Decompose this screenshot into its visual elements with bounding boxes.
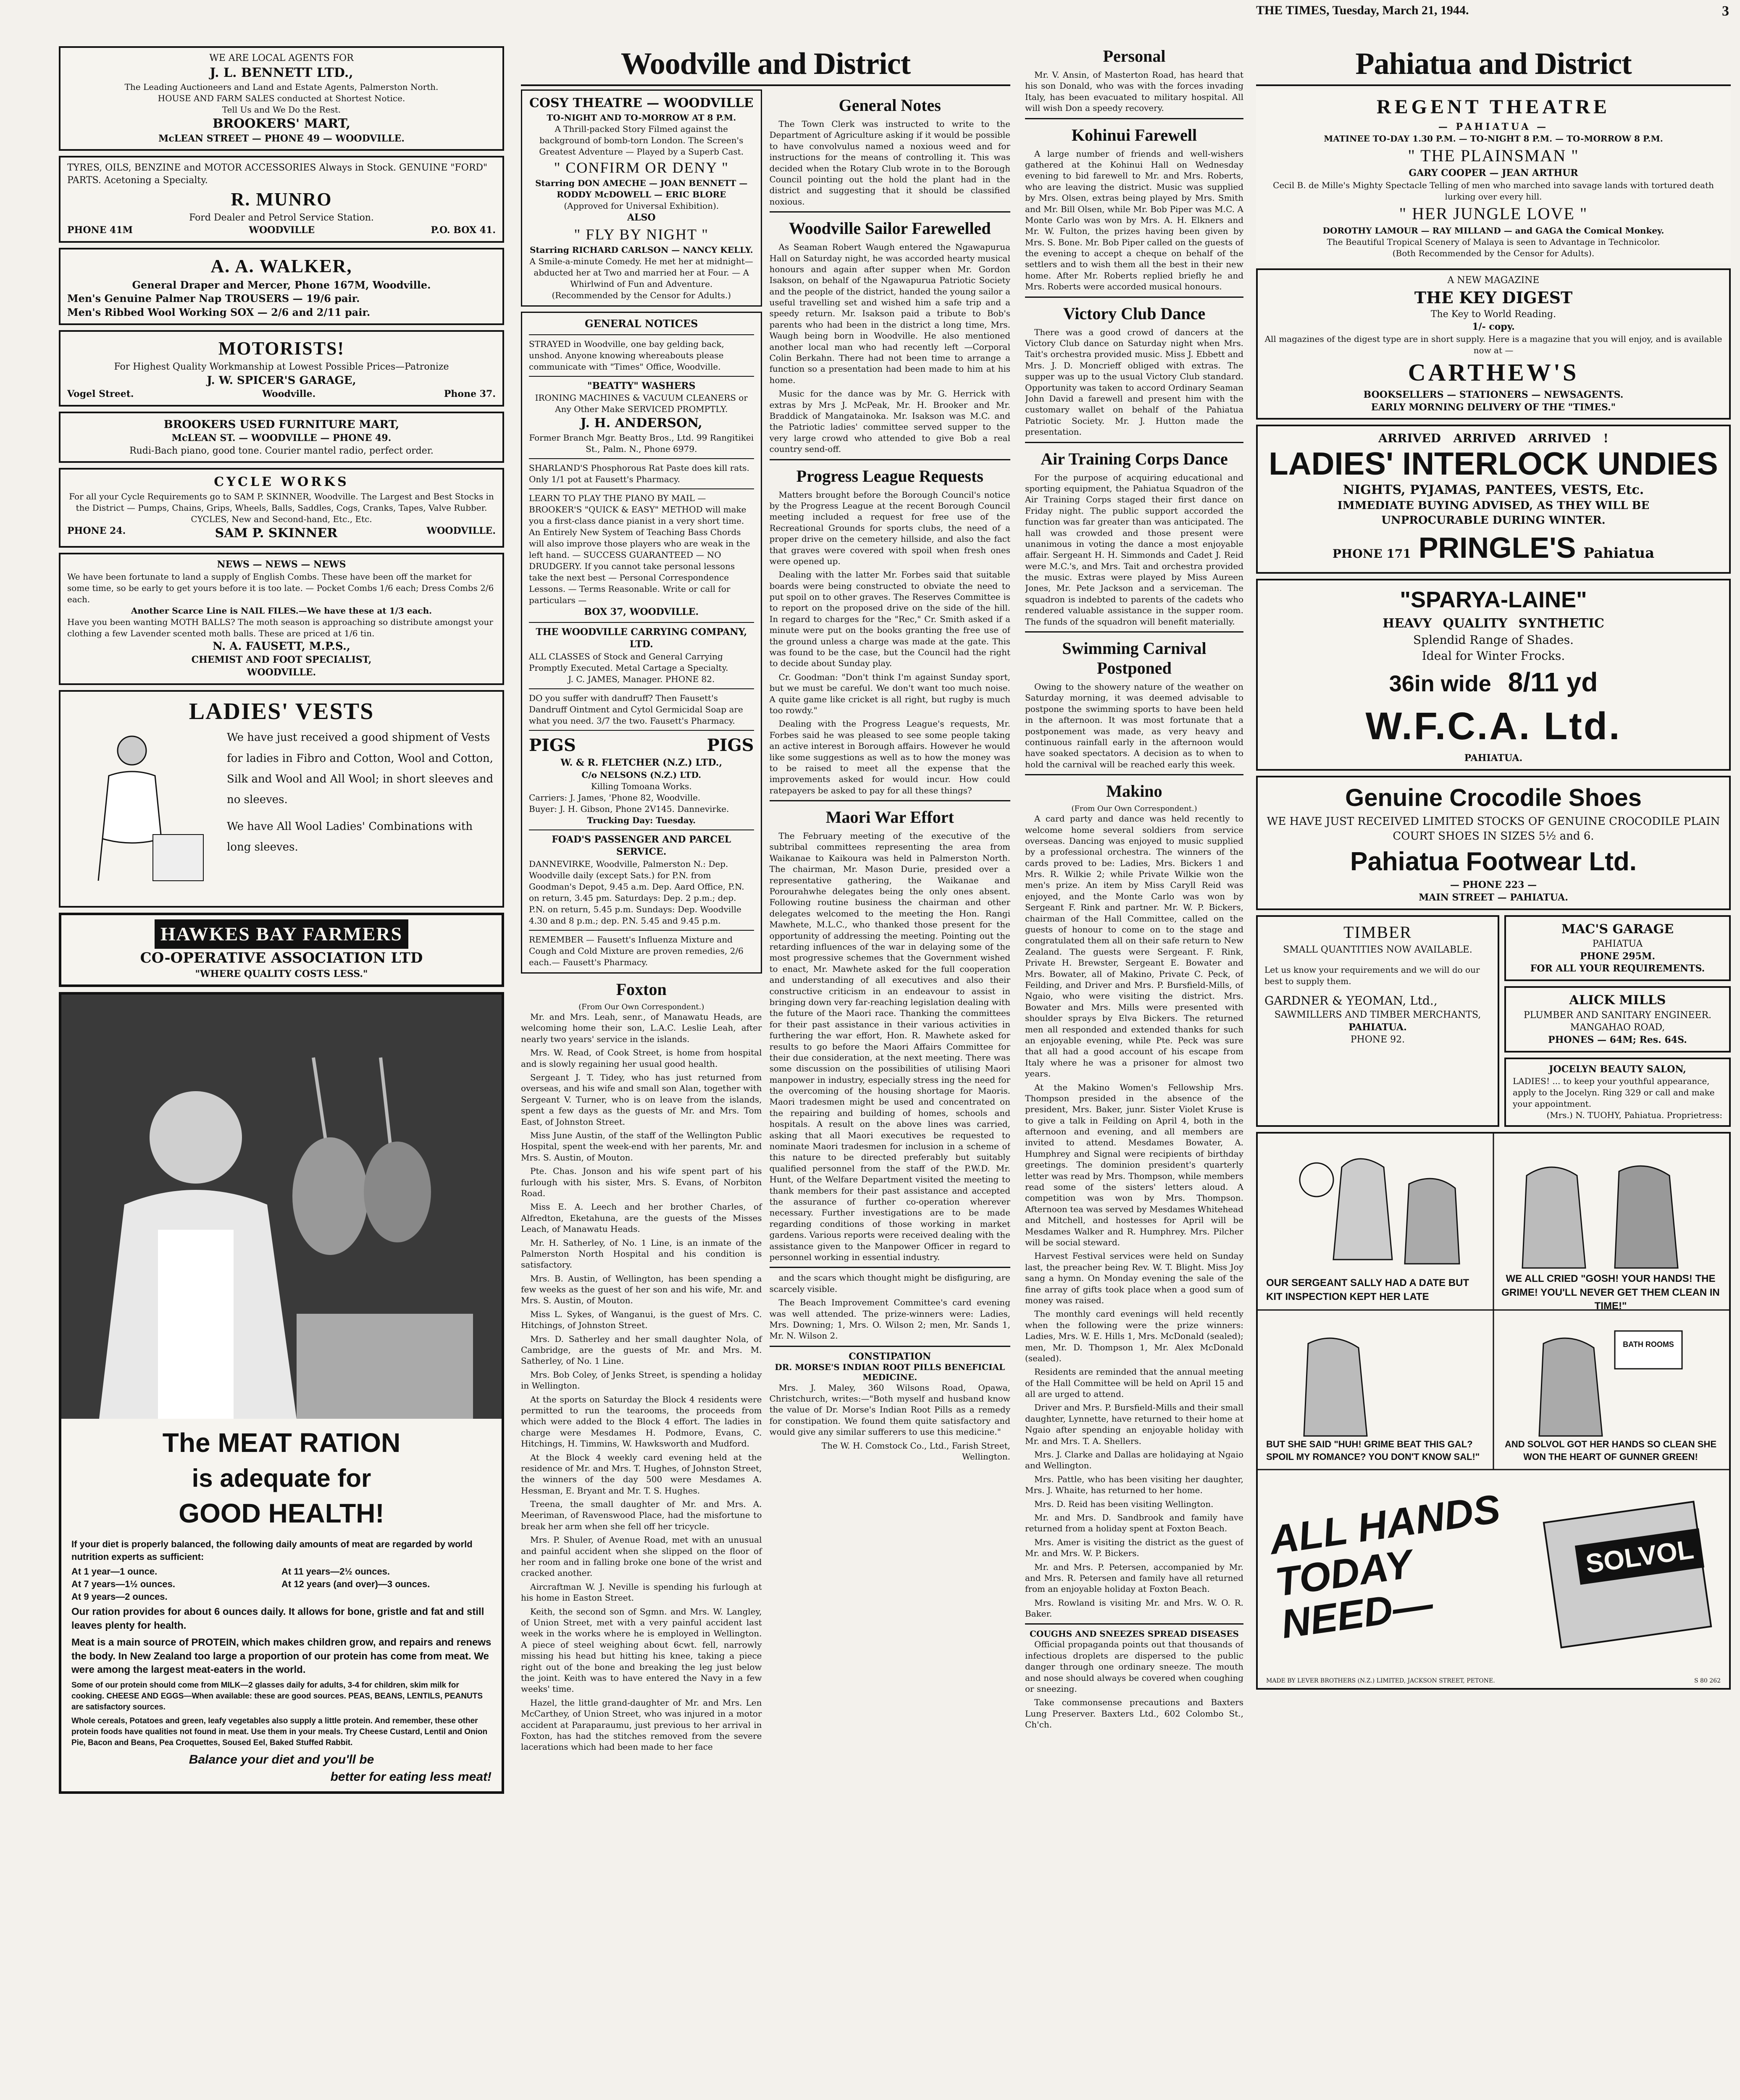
paragraph: Owing to the showery nature of the weather on Saturday morning, it was deemed advisable to postpone the swimming sports to have been held in the afternoon. It was most fortunate that a postponement was made, as very heavy and continuous rainfall early in the afternoon would have soaked spectators. A decision as to when to hold the carnival will be reached early this week.	[1025, 682, 1243, 769]
ad-meat-ration	[59, 992, 504, 1794]
ad-name: SAM P. SKINNER	[215, 525, 338, 541]
notice-item: DANNEVIRKE, Woodville, Palmerston N.: Dep. Woodville daily (except Sats.) for P.N. from Goodman's Depot, 9.45 a.m. Dep. Aard Office, P.N. on return, 3.45 pm. Saturdays: Dep. 2 p.m.; dep. P.N. on return, 5.45 p.m. Sundays: Dep. Woodville 4.30 and 8 p.m.; dep. P.N. 5.45 and 9.45 p.m.	[529, 859, 744, 926]
ad-name: BROOKERS' MART,	[212, 116, 351, 131]
ad-text: Tell Us and We Do the Rest.	[222, 105, 341, 115]
paragraph: Hazel, the little grand-daughter of Mr. and Mrs. Len McCarthey, of Union Street, who was injured in a motor accident at Paraparaumu, just previous to her arrival in Foxton, has had the stitches removed from the severe lacerations which had been made to her face	[521, 1697, 762, 1752]
paragraph: and the scars which thought might be disfiguring, are scarcely visible.	[769, 1273, 1010, 1294]
notice-item: Buyer: J. H. Gibson, Phone 2V145. Dannevirke.	[529, 803, 729, 814]
article-title: General Notes	[838, 96, 941, 115]
ad-munro	[59, 156, 504, 242]
ad-phone: PHONE 171	[1332, 547, 1411, 561]
ad-text: Starring RICHARD CARLSON — NANCY KELLY.	[529, 245, 753, 255]
paragraph: Mr. H. Satherley, of No. 1 Line, is an inmate of the Palmerston North Hospital and his condition is satisfactory.	[521, 1237, 762, 1270]
ad-address: McLEAN ST. — WOODVILLE — PHONE 49.	[171, 433, 392, 444]
comic-sign: BATH ROOMS	[1623, 1340, 1674, 1349]
right-small-ads	[1504, 915, 1731, 1132]
paragraph: The W. H. Comstock Co., Ltd., Farish Street, Wellington.	[821, 1440, 1010, 1462]
paragraph: At the Makino Women's Fellowship Mrs. Thompson presided in the absence of the president, Mrs. Baker, junr. Sister Violet Kruse is to give a talk in Feilding on April 4, both in the afternoon and evening, and all members are invited to attend. Mesdames Bowater, A. Humphrey and Signal were recipients of birthday greetings. The dominion president's quarterly letter was read by Mrs. Thompson, while members read some of the sisters' letters aloud. A competition was won by Mrs. Thompson. Afternoon tea was served by Mesdames Whitehead and Mitchell, and hostesses for April will be Mesdames Walker and R. Humphrey. Mrs. Pilcher will be social steward.	[1025, 1082, 1243, 1247]
ad-text: EARLY MORNING DELIVERY OF THE "TIMES."	[1371, 402, 1616, 413]
paragraph: Mrs. Rowland is visiting Mr. and Mrs. W. O. R. Baker.	[1025, 1597, 1243, 1619]
ad-text: We have All Wool Ladies' Combinations with long sleeves.	[227, 820, 473, 854]
ad-phone: PHONE 41M	[67, 224, 133, 236]
ad-phone: — PHONE 223 —	[1450, 879, 1537, 891]
ad-text: (Mrs.) N. TUOHY, Pahiatua. Proprietress:	[1546, 1110, 1722, 1121]
ad-name: MOTORISTS!	[218, 338, 345, 359]
paragraph: Mrs. J. Clarke and Dallas are holidaying at Ngaio and Wellington.	[1025, 1449, 1243, 1471]
ad-name: N. A. FAUSETT, M.P.S.,	[213, 640, 350, 653]
article-sailor	[770, 242, 1011, 454]
paragraph: The Beach Improvement Committee's card evening was well attended. The prize-winners were: Ladies, Mrs. Downing; 1, Mrs. O. Wilson 2; men, Mr. Sands 1, Mr. N. Wilson 2.	[769, 1297, 1010, 1341]
ad-town: WOODVILLE.	[247, 667, 316, 678]
paragraph: As Seaman Robert Waugh entered the Ngawapurua Hall on Saturday night, he was accorded hearty musical honours and again after supper when Mr. Gordon Isakson, on behalf of the Ngawapurua Patriotic Society and the people of the district, handed the young sailor a useful travelling set and wished him a safe trip and a speedy return. Mr. Isakson paid a tribute to Bob's parents who had been in the district a long time, Mrs. Waugh being born in Woodville. He also mentioned another local man who had recently left —Corporal Colin Berkahn. There had not been time to arrange a function so a presentation had been made to him at his home.	[769, 242, 1010, 385]
article-title: Progress League Requests	[796, 466, 983, 486]
ad-text: The Key to World Reading.	[1430, 309, 1556, 320]
ad-text: Meat is a main source of PROTEIN, which makes children grow, and repairs and renews the body. In New Zealand too large a proportion of our protein has come from meat. We were among the largest meat-eaters in the world.	[71, 1637, 492, 1676]
notice-item: Trucking Day: Tuesday.	[587, 815, 696, 825]
ad-bennett	[59, 46, 504, 151]
ration-row: At 11 years—2½ ounces.	[281, 1566, 390, 1577]
ad-text: The Leading Auctioneers and Land and Estate Agents, Palmerston North.	[124, 82, 439, 92]
ad-headline: is adequate for	[192, 1464, 371, 1492]
ad-name: JOCELYN BEAUTY SALON,	[1549, 1063, 1686, 1075]
ad-text: DOROTHY LAMOUR — RAY MILLAND — and GAGA the Comical Monkey.	[1322, 226, 1664, 236]
notice-item: REMEMBER — Fausett's Influenza Mixture and Cough and Cold Mixture are proven remedies, 2/6 each.— Fausett's Pharmacy.	[529, 934, 744, 968]
ad-headline: "SPARYA-LAINE"	[1400, 587, 1587, 612]
ad-text: MATINEE TO-DAY 1.30 P.M. — TO-NIGHT 8 P.M. — TO-MORROW 8 P.M.	[1324, 134, 1663, 144]
ad-text: UNPROCURABLE DURING WINTER.	[1381, 514, 1606, 527]
ad-name: MAC'S GARAGE	[1561, 921, 1674, 937]
ad-text: WE HAVE JUST RECEIVED LIMITED STOCKS OF GENUINE CROCODILE PLAIN COURT SHOES IN SIZES 5½ and 6.	[1267, 815, 1720, 843]
paragraph: Dealing with the Progress League's requests, Mr. Forbes said he was pleased to see some people taking an active interest in Borough affairs. However he would like some suggestions as well as to how the money was to be raised to meet all the expense that the improvements asked for would incur. How could ratepayers be asked to pay for all these things?	[769, 719, 1010, 795]
ad-text: Starring DON AMECHE — JOAN BENNETT — RODDY McDOWELL — ERIC BLORE	[535, 178, 748, 200]
paragraph: Mr. and Mrs. Leah, senr., of Manawatu Heads, are welcoming home their son, L.A.C. Leslie Leah, after nearly two years' service in the islands.	[521, 1012, 762, 1044]
article-foxton	[521, 1011, 762, 1753]
paragraph: Mr. V. Ansin, of Masterton Road, has heard that his son Donald, who was with the forces invading Italy, has been evacuated to military hospital. All will wish Don a speedy recovery.	[1025, 70, 1243, 113]
ration-row: At 9 years—2 ounces.	[71, 1591, 168, 1602]
notice-item: Former Branch Mgr. Beatty Bros., Ltd. 99 Rangitikei St., Palm. N., Phone 6979.	[529, 432, 754, 454]
ad-address: MANGAHAO ROAD,	[1570, 1022, 1665, 1033]
ad-name: J. W. SPICER'S GARAGE,	[207, 374, 356, 387]
film-title: " CONFIRM OR DENY "	[554, 159, 729, 176]
article-byline: (From Our Own Correspondent.)	[578, 1003, 704, 1012]
notice-item: STRAYED in Woodville, one bay gelding back, unshod. Anyone knowing whereabouts please communicate with "Times" Office, Woodville.	[529, 339, 724, 372]
ad-text: For Highest Quality Workmanship at Lowest Possible Prices—Patronize	[114, 362, 449, 373]
ad-name: THE KEY DIGEST	[1414, 288, 1573, 307]
ad-headline: GOOD HEALTH!	[179, 1498, 384, 1528]
paragraph: Take commonsense precautions and Baxters Lung Preserver. Baxters Ltd., 602 Colombo St., Ch'ch.	[1025, 1697, 1243, 1730]
ad-price: 8/11 yd	[1508, 667, 1598, 697]
ad-name: BROOKERS USED FURNITURE MART,	[163, 418, 400, 431]
ad-text: Men's Ribbed Wool Working SOX — 2/6 and 2/11 pair.	[67, 306, 371, 318]
woodville-right	[770, 89, 1011, 1755]
paragraph: At the Block 4 weekly card evening held at the residence of Mr. and Mrs. T. Hughes, of Johnston Street, the winners of the day 500 were Mesdames A. Hessman, E. Bryant and Mr. T. S. Hughes.	[521, 1452, 762, 1496]
paragraph: For the purpose of acquiring educational and sporting equipment, the Pahiatua Squadron of the Air Training Corps staged their first dance on Friday night. The public support accorded the function was far greater than was anticipated. The hall was crowded and those present were unanimous in voting the dance a most enjoyable affair. Sergeant H. H. Simmonds and Cadet J. Reid were M.C.'s, and Mrs. Tait and orchestra provided the music. Extras were played by Miss Aureen Jones, Mr. Pete Jackson and a serviceman. The squadron is indebted to parents of the cadets who rendered valuable assistance in the supper room. The funds of the squadron will benefit materially.	[1025, 472, 1243, 627]
ad-headline: Genuine Crocodile Shoes	[1345, 784, 1642, 812]
ad-cosy-theatre	[521, 89, 762, 307]
paragraph: Mrs. W. Read, of Cook Street, is home from hospital and is slowly regaining her usual good health.	[521, 1047, 762, 1069]
ad-timber	[1256, 915, 1499, 1127]
article-title: Foxton	[616, 980, 667, 999]
ad-text: BOOKSELLERS — STATIONERS — NEWSAGENTS.	[1363, 389, 1624, 400]
ad-text: IMMEDIATE BUYING ADVISED, AS THEY WILL BE	[1337, 499, 1650, 512]
paragraph: The monthly card evenings will held recently when the following were the prize winners: Ladies, Mrs. W. E. Hills 1, Mrs. McDonald (sealed); men, Mr. D. Thompson 1, Mr. Alex McDonald (sealed).	[1025, 1309, 1243, 1363]
ad-text: ARRIVED ARRIVED ARRIVED !	[1378, 431, 1609, 446]
paragraph: Miss E. A. Leech and her brother Charles, of Alfredton, Eketahuna, are the guests of the Misses Leach, of Manawatu Heads.	[521, 1202, 762, 1234]
ad-name: R. MUNRO	[231, 189, 332, 210]
paragraph: A card party and dance was held recently to welcome home several soldiers from service overseas. Dancing was enjoyed to music supplied by a professional orchestra. The winners of the cards proved to be: Ladies, Mrs. Bickers 1 and Mrs. R. Wilkie 2; while Private Wilkie won the men's prize. An item by Miss Caryll Reid was enjoyed, and the Monte Carlo was won by Sergeant F. Rink and partner. Mr. W. P. Bickers, chairman of the Hall Committee, called on the guests of honour to come on to the stage and congratulated them all on their safe return to New Zealand. The guests were Sergeant. F. Rink, Private H. Brewster, Sergeant E. Bowater and Mrs. Bowater, all of Makino, Private C. Peck, of Feilding, and Driver and Mrs. P. Bursfield-Mills, of Ngaio, who were visiting the district. Mrs. Bowater and Mrs. Mills were presented with shoulder sprays by Elva Bickers. The returned men all responded and extended thanks for such an enjoyable evening, while Pte. Peck was sure that all had a good account of his escape from Italy where he was a prisoner for almost two years.	[1025, 814, 1243, 1079]
ad-text: TYRES, OILS, BENZINE and MOTOR ACCESSORIES Always in Stock. GENUINE "FORD" PARTS. Acetoning a Specialty.	[67, 163, 488, 186]
page-number: 3	[1722, 3, 1729, 19]
ad-jocelyn	[1504, 1058, 1731, 1127]
ad-text: General Draper and Mercer, Phone 167M, Woodville.	[132, 278, 431, 291]
ad-text: Whole cereals, Potatoes and green, leafy vegetables also supply a little protein. And remember, these other protein foods have qualities not found in meat. Use them in your meals. Try Cheese Custard, Lentil and Onion Pie, Bacon and Beans, Pea Croquettes, Soused Eel, Baked Stuffed Rabbit.	[71, 1717, 488, 1747]
ad-name: A. A. WALKER,	[210, 255, 352, 276]
section-title-pahiatua: Pahiatua and District	[1256, 46, 1731, 86]
section-title-woodville: Woodville and District	[521, 46, 1010, 86]
ad-text: Rudi-Bach piano, good tone. Courier mantel radio, perfect order.	[129, 445, 434, 456]
ad-name: CONSTIPATION	[849, 1351, 931, 1362]
article-title: Maori War Effort	[825, 808, 954, 827]
ad-alick-mills	[1504, 986, 1731, 1053]
ad-name: Pahiatua Footwear Ltd.	[1350, 847, 1637, 876]
paragraph: Keith, the second son of Sgmn. and Mrs. W. Langley, of Union Street, met with a very painful accident last week in the works where he is employed in Wellington. A piece of steel weighing about 6cwt. fell, narrowly missing his head but hitting his knee, taking a piece right out of the bone and breaking the leg just below the joint. Keith was to have entered the Navy in a few weeks' time.	[521, 1606, 762, 1694]
notice-title: THE WOODVILLE CARRYING COMPANY, LTD.	[536, 626, 747, 650]
ad-cycle-works	[59, 468, 504, 548]
paragraph: Miss June Austin, of the staff of the Wellington Public Hospital, spent the week-end with her parents, Mr. and Mrs. S. Austin, of Mouton.	[521, 1130, 762, 1163]
paragraph: Harvest Festival services were held on Sunday last, the preacher being Rev. W. T. Blight. Miss Joy sang a hymn. On Monday evening the sale of the fine array of gifts took place when a good sum of money was raised.	[1025, 1251, 1243, 1305]
ad-carthews	[1256, 268, 1731, 420]
notice-item: IRONING MACHINES & VACUUM CLEANERS or Any Other Make SERVICED PROMPTLY.	[535, 393, 748, 415]
paragraph: Mrs. Amer is visiting the district as the guest of Mr. and Mrs. W. P. Bickers.	[1025, 1537, 1243, 1559]
ad-motorists	[59, 330, 504, 407]
ad-name: HAWKES BAY FARMERS	[155, 919, 408, 949]
general-notices	[521, 312, 762, 974]
article-makino	[1025, 813, 1243, 1619]
ad-solvol	[1256, 1132, 1731, 1690]
paragraph: Mrs. Bob Coley, of Jenks Street, is spending a holiday in Wellington.	[521, 1369, 762, 1391]
ad-text: We have just received a good shipment of Vests for ladies in Fibro and Cotton, Wool and Cotton, Silk and Wool and All Wool; in short sleeves and no sleeves.	[227, 731, 494, 806]
ad-crocodile-shoes	[1256, 776, 1731, 910]
paragraph: Music for the dance was by Mr. G. Herrick with extras by Mrs J. McPeak, Mr. H. Brooker and Mr. Braddick of Mangatainoka. Mr. Isakson was M.C. and the Patriotic ladies' committee served supper to the very large crowd who attended to give Bob a real country send-off.	[769, 388, 1010, 454]
notice-title: FOAD'S PASSENGER AND PARCEL SERVICE.	[552, 834, 731, 858]
small-ads-row	[1256, 915, 1731, 1132]
ad-text: (Approved for Universal Exhibition).	[564, 201, 719, 211]
pigs-heading: PIGS	[529, 735, 576, 756]
article-general-notes	[770, 118, 1011, 207]
paragraph: Mrs. D. Reid has been visiting Wellington.	[1034, 1499, 1214, 1509]
notice-item: DO you suffer with dandruff? Then Fausett's Dandruff Ointment and Cytol Germicidal Soap are what you need. 3/7 the two. Fausett's Pharmacy.	[529, 693, 743, 726]
ad-text: PLUMBER AND SANITARY ENGINEER.	[1524, 1010, 1711, 1021]
solvol-slogan: ALL HANDS TODAY NEED—	[1267, 1486, 1503, 1647]
notice-item: Carriers: J. James, 'Phone 82, Woodville.	[529, 792, 701, 803]
column-ads-left	[59, 46, 504, 2100]
ad-town: PAHIATUA	[1592, 939, 1643, 950]
paragraph: Mrs. J. Maley, 360 Wilsons Road, Opawa, Christchurch, writes:—"Both myself and husband know the value of Dr. Morse's Indian Root Pills as a remedy for constipation. We found them quite satisfactory and would give any similar sufferers to use this medicine."	[769, 1382, 1010, 1437]
ration-row: At 12 years (and over)—3 ounces.	[281, 1579, 430, 1590]
ad-slogan: Balance your diet and you'll be	[189, 1753, 374, 1767]
paragraph: Matters brought before the Borough Council's notice by the Progress League at the recent Borough Council meeting included a request for free use of the Recreational Grounds for sports clubs, the need of a proper drive on the cemetery hillside, and also the fact that graves were covered with spoil when fresh ones were opened up.	[769, 489, 1010, 566]
ad-name: GARDNER & YEOMAN, Ltd.,	[1264, 994, 1438, 1008]
paragraph: Residents are reminded that the annual meeting of the Hall Committee will be held on April 15 and all are urged to attend.	[1025, 1367, 1243, 1399]
ad-text: A NEW MAGAZINE	[1447, 275, 1540, 286]
ad-text: We have been fortunate to land a supply of English Combs. These have been off the market for some time, so be early to get yours before it is too late. — Pocket Combs 1/6 each; Dress Combs 2/6 each.	[67, 572, 494, 605]
ad-name: TIMBER	[1343, 922, 1412, 942]
paragraph: Mrs. P. Shuler, of Avenue Road, met with an unusual and painful accident when she slipped on the floor of her room and in falling broke one bone of the wrist and cracked another.	[521, 1535, 762, 1578]
butcher-icon	[61, 995, 502, 1419]
ad-ladies-vests	[59, 690, 504, 908]
paragraph: Driver and Mrs. P. Bursfield-Mills and their small daughter, Lynnette, have returned to their home at Ngaio after spending an enjoyable holiday with Mr. and Mrs. T. A. Shellers.	[1025, 1402, 1243, 1446]
comic-caption: WE ALL CRIED "GOSH! YOUR HANDS! THE GRIME! YOU'LL NEVER GET THEM CLEAN IN TIME!"	[1501, 1273, 1720, 1312]
paragraph: At the sports on Saturday the Block 4 residents were permitted to run the tearooms, the proceeds from which were added to the Block 4 effort. The ladies in charge were Mesdames H. Podmore, Evans, C. Hitchings, H. Timmins, W. Hawksworth and Mudford.	[521, 1394, 762, 1449]
column-pahiatua	[1256, 46, 1731, 2100]
ad-walker	[59, 248, 504, 326]
solvol-footer: MADE BY LEVER BROTHERS (N.Z.) LIMITED, JACKSON STREET, PETONE.	[1266, 1677, 1495, 1684]
ad-text: HEAVY QUALITY SYNTHETIC	[1383, 616, 1604, 631]
masthead	[1256, 3, 1735, 24]
article-title: Makino	[1106, 782, 1162, 801]
paragraph: Mr. and Mrs. D. Sandbrook and family have returned from a holiday spent at Foxton Beach.	[1025, 1512, 1243, 1534]
ad-brookers	[59, 412, 504, 463]
ad-town: PAHIATUA.	[1348, 1021, 1407, 1033]
butcher-illustration	[61, 995, 502, 1419]
ad-town: Woodville.	[262, 388, 316, 400]
article-title: Woodville Sailor Farewelled	[789, 219, 991, 238]
vest-model-illustration	[69, 730, 208, 889]
ad-text: The Beautiful Tropical Scenery of Malaya is seen to Advantage in Technicolor.	[1327, 237, 1660, 247]
paragraph: Mrs. B. Austin, of Wellington, has been spending a few weeks as the guest of her son and his wife, Mr. and Mrs. S. Austin, of Mouton.	[521, 1273, 762, 1306]
ad-text: If your diet is properly balanced, the following daily amounts of meat are regarded by world nutrition experts as sufficient:	[71, 1539, 473, 1562]
ad-text: Ford Dealer and Petrol Service Station.	[189, 213, 374, 223]
ad-box: P.O. BOX 41.	[431, 224, 496, 236]
notice-name: W. & R. FLETCHER (N.Z.) LTD.,	[560, 757, 723, 769]
ad-hawkes-bay-farmers	[59, 913, 504, 987]
ration-row: At 7 years—1½ ounces.	[71, 1579, 176, 1590]
notices-title: GENERAL NOTICES	[585, 318, 698, 330]
paragraph: The Town Clerk was instructed to write to the Department of Agriculture asking if it would be possible to have convolvulus named a noxious weed and for instructions for the means of controlling it. This was decided when the Rotary Club wrote in to the Borough Council pointing out the hold the plant had in the district and suggesting that it should be classified noxious.	[769, 119, 1010, 207]
ad-text: Have you been wanting MOTH BALLS? The moth season is approaching so distribute amongst your clothing a few Lavender scented moth balls. These are priced at 1/6 tin.	[67, 617, 493, 639]
notice-item: ALL CLASSES of Stock and General Carrying Promptly Executed. Metal Cartage a Specialty.	[529, 651, 728, 673]
ad-wfca	[1256, 579, 1731, 771]
ad-text: Our ration provides for about 6 ounces daily. It allows for bone, gristle and fat and still leaves plenty for health.	[71, 1606, 484, 1631]
ad-text: LADIES! ... to keep your youthful appearance, apply to the Jocelyn. Ring 329 or call and make your appointment.	[1513, 1076, 1715, 1109]
notice-item: LEARN TO PLAY THE PIANO BY MAIL — BROOKER'S "QUICK & EASY" METHOD will make you a first-class dance pianist in a very short time. An Entirely New System of Teaching Bass Chords will also improve those players who are weak in the left hand. — SUCCESS GUARANTEED — NO DRUDGERY. If you cannot take personal lessons take the next best — Personal Correspondence Lessons. — Terms Reasonable. Write or call for particulars —	[529, 493, 750, 605]
notice-item: Killing Tomoana Works.	[591, 781, 692, 791]
ad-text: SMALL QUANTITIES NOW AVAILABLE.	[1283, 944, 1472, 955]
ad-text: Some of our protein should come from MILK—2 glasses daily for adults, 3-4 for children, skim milk for cooking. CHEESE AND EGGS—When available: these are good sources. PEAS, BEANS, LENTILS, PEANUTS are satisfactory sources.	[71, 1681, 483, 1712]
notice-title: "BEATTY" WASHERS	[587, 380, 696, 391]
article-title: Swimming Carnival Postponed	[1062, 639, 1206, 678]
ad-text: CO-OPERATIVE ASSOCIATION LTD	[140, 949, 423, 966]
ad-text: (Recommended by the Censor for Adults.)	[552, 290, 731, 301]
ad-name: J. L. BENNETT LTD.,	[210, 65, 353, 80]
ad-text: FOR ALL YOUR REQUIREMENTS.	[1530, 963, 1705, 974]
pigs-heading: PIGS	[707, 735, 754, 756]
ad-text: DR. MORSE'S INDIAN ROOT PILLS BENEFICIAL MEDICINE.	[775, 1362, 1005, 1382]
ad-slogan: better for eating less meat!	[330, 1769, 492, 1784]
article-progress-league	[770, 489, 1011, 796]
paragraph: Official propaganda points out that thousands of infectious droplets are dispersed to the public danger through one ordinary sneeze. The mouth and nose should always be covered when coughing or sneezing.	[1025, 1639, 1243, 1694]
ad-town: WOODVILLE.	[426, 525, 496, 536]
notice-item: SHARLAND'S Phosphorous Rat Paste does kill rats. Only 1/1 pot at Fausett's Pharmacy.	[529, 462, 749, 484]
ad-text: WE ARE LOCAL AGENTS FOR	[209, 53, 354, 63]
column-news	[1025, 46, 1243, 2100]
ad-town: Pahiatua	[1583, 545, 1655, 562]
ad-town: WOODVILLE	[249, 224, 315, 236]
ad-name: CARTHEW'S	[1408, 358, 1579, 386]
ad-phone: PHONE 24.	[67, 525, 126, 536]
ad-text: CHEMIST AND FOOT SPECIALIST,	[191, 654, 372, 666]
paragraph: There was a good crowd of dancers at the Victory Club dance on Saturday night when Mrs. Tait's orchestra provided music. Miss J. Ebbett and Mrs. J. D. Moncrieff obliged with extras. The supper was up to the usual Victory Club standard. Opportunity was taken to accord Ordinary Seaman John David a farewell and present him with the customary wallet on behalf of the Pahiatua Patriotic Society. Mr. J. Hutton made the presentation.	[1025, 327, 1243, 437]
ad-macs-garage	[1504, 915, 1731, 982]
paragraph: Mrs. D. Satherley and her small daughter Nola, of Cambridge, are the guests of Mr. and Mrs. M. Satherley, of No. 1 Line.	[521, 1334, 762, 1366]
film-title: " HER JUNGLE LOVE "	[1399, 204, 1588, 223]
notice-item: C/o NELSONS (N.Z.) LTD.	[581, 769, 702, 780]
paragraph: Sergeant J. T. Tidey, who has just returned from overseas, and his wife and small son Alan, together with Sergeant V. Turner, who is on leave from the islands, spent a few days as the guests of Mr. and Mrs. Tom East, of Johnston Street.	[521, 1072, 762, 1127]
ad-headline: LADIES' INTERLOCK UNDIES	[1269, 446, 1718, 482]
paragraph: Miss L. Sykes, of Wanganui, is the guest of Mrs. C. Hitchings, of Johnston Street.	[521, 1309, 762, 1331]
ad-address: McLEAN STREET — PHONE 49 — WOODVILLE.	[158, 133, 405, 144]
article-title: Victory Club Dance	[1063, 304, 1206, 323]
ad-text: A Thrill-packed Story Filmed against the background of bomb-torn London. The Screen's Greatest Adventure — Played by a Superb Cast.	[539, 123, 744, 157]
paragraph: Treena, the small daughter of Mr. and Mrs. A. Meeriman, of Ravenswood Place, had the misfortune to break her arm when she fell off her tricycle.	[521, 1499, 762, 1531]
ad-text: A Smile-a-minute Comedy. He met her at midnight—abducted her at Two and married her at Four. — A Whirlwind of Fun and Adventure.	[529, 256, 753, 289]
ad-name: LADIES' VESTS	[189, 698, 374, 724]
article-title: Air Training Corps Dance	[1041, 449, 1228, 468]
article-maori-war-effort	[770, 830, 1011, 1341]
ad-text: ALSO	[627, 212, 656, 223]
ad-name: CYCLE WORKS	[214, 475, 349, 490]
notice-item: J. C. JAMES, Manager. PHONE 82.	[568, 674, 715, 685]
ad-headline: The MEAT RATION	[162, 1428, 401, 1458]
paragraph: Pte. Chas. Jonson and his wife spent part of his furlough with his sister, Mrs. S. Evans, of Norbiton Road.	[521, 1166, 762, 1198]
ad-text: TO-NIGHT AND TO-MORROW AT 8 P.M.	[547, 112, 736, 123]
ad-name: REGENT THEATRE	[1376, 96, 1611, 118]
ad-text: NIGHTS, PYJAMAS, PANTEES, VESTS, Etc.	[1343, 482, 1644, 497]
ad-name: NEWS — NEWS — NEWS	[217, 559, 346, 570]
paragraph: Aircraftman W. J. Neville is spending his furlough at his home in Easton Street.	[521, 1581, 762, 1603]
comic-caption: AND SOLVOL GOT HER HANDS SO CLEAN SHE WON THE HEART OF GUNNER GREEN!	[1504, 1439, 1716, 1462]
paragraph: Mrs. Pattle, who has been visiting her daughter, Mrs. J. Whaite, has returned to her home.	[1025, 1474, 1243, 1496]
ad-text: Ideal for Winter Frocks.	[1422, 648, 1565, 663]
ad-text: Another Scarce Line is NAIL FILES.—We have these at 1/3 each.	[131, 606, 432, 616]
ad-slogan: "WHERE QUALITY COSTS LESS."	[195, 968, 368, 979]
ad-text: GARY COOPER — JEAN ARTHUR	[1409, 168, 1578, 179]
film-title: " THE PLAINSMAN "	[1408, 146, 1579, 165]
ad-town: — PAHIATUA —	[1438, 121, 1549, 132]
notice-name: J. H. ANDERSON,	[580, 416, 702, 431]
column-woodville	[521, 46, 1010, 2100]
comic-caption: BUT SHE SAID "HUH! GRIME BEAT THIS GAL? SPOIL MY ROMANCE? YOU DON'T KNOW SAL!"	[1266, 1439, 1480, 1462]
article-byline: (From Our Own Correspondent.)	[1071, 804, 1197, 814]
solvol-code: S 80 262	[1694, 1677, 1721, 1684]
ad-name: W.F.C.A. Ltd.	[1365, 705, 1622, 748]
ration-row: At 1 year—1 ounce.	[71, 1566, 158, 1577]
solvol-brand: SOLVOL	[1575, 1528, 1705, 1585]
ad-text: Men's Genuine Palmer Nap TROUSERS — 19/6 pair.	[67, 292, 360, 305]
film-title: " FLY BY NIGHT "	[574, 226, 709, 243]
ad-address: Vogel Street.	[67, 388, 134, 400]
article-title: COUGHS AND SNEEZES SPREAD DISEASES	[1030, 1629, 1239, 1639]
article-title: Kohinui Farewell	[1071, 125, 1197, 144]
ad-pringles	[1256, 425, 1731, 574]
ad-text: Cecil B. de Mille's Mighty Spectacle Telling of men who marched into savage lands with tortured death lurking over every hill.	[1273, 180, 1714, 202]
ad-text: All magazines of the digest type are in short supply. Here is a magazine that you will enjoy, and is available now at —	[1264, 333, 1722, 355]
comic-caption: OUR SERGEANT SALLY HAD A DATE BUT KIT INSPECTION KEPT HER LATE	[1266, 1277, 1469, 1302]
ad-phone: PHONE 92.	[1350, 1034, 1405, 1045]
woodville-left	[521, 89, 762, 1755]
ad-phone: PHONE 295M.	[1580, 950, 1655, 962]
ad-text: HOUSE AND FARM SALES conducted at Shortest Notice.	[158, 93, 405, 104]
ad-regent-theatre	[1256, 89, 1731, 263]
ad-name: COSY THEATRE — WOODVILLE	[529, 96, 754, 110]
notice-item: BOX 37, WOODVILLE.	[584, 606, 699, 617]
article-title: Personal	[1103, 47, 1166, 66]
ad-constipation	[770, 1382, 1011, 1462]
ad-town: PAHIATUA.	[1464, 753, 1523, 764]
ad-text: 36in wide	[1389, 671, 1491, 696]
ad-price: 1/- copy.	[1472, 321, 1515, 332]
paragraph: Mr. and Mrs. P. Petersen, accompanied by Mr. and Mrs. R. Petersen and family have all returned from an enjoyable holiday at Foxton Beach.	[1025, 1562, 1243, 1594]
paragraph: Dealing with the latter Mr. Forbes said that suitable boards were being constructed to obviate the need to put spoil on to other graves. The Reserves Committee is to report on the proposed drive on the side of the hill. In regard to charges for the "Rec," Cr. Smith asked if a minute were put on the books granting the free use of the ground unless a charge was made at the gate. This was found to be the case, but the Council had the right to decide about Sunday play.	[769, 570, 1010, 669]
ad-address: MAIN STREET — PAHIATUA.	[1419, 892, 1568, 903]
ad-name: PRINGLE'S	[1418, 531, 1576, 564]
ad-name: ALICK MILLS	[1569, 993, 1666, 1008]
paragraph: Cr. Goodman: "Don't think I'm against Sunday sport, but we must be careful. We don't want too much noise. A quite game like cricket is all right, but rugby is much too rowdy."	[769, 672, 1010, 715]
ad-text: For all your Cycle Requirements go to SAM P. SKINNER, Woodville. The Largest and Best Stocks in the District — Pumps, Chains, Grips, Wheels, Balls, Saddles, Cogs, Cranks, Tapes, Valve Rubber. CYCLES, New and Second-hand, Etc., Etc.	[69, 491, 494, 524]
paragraph: The February meeting of the executive of the subtribal committees representing the area from Waikanae to Kaikoura was held in Palmerston North. The chairman, Mr. Mason Durie, presided over a representative gathering, the Waikanae and Porourahwhe delegates being the only ones absent. Following routine business the chairman and other delegates welcomed to the meeting the Hon. Rangi Mawhete, M.L.C., who thanked those present for the opportunity of addressing the meeting. Pointing out the retarding influences of the war in delaying some of the most progressive schemes that the Government wished to enact, Mr. Mawhete asked for the full cooperation and understanding of all executives and also their constructive criticism in an endeavour to assist in bringing down very far-reaching legislation dealing with the future of the Maori race. Thanking the committees for their past assistance in their various activities in furthering the war effort, Hon. R. Mawhete asked for results to go before the Maori Affairs Committee for their due consideration, at the next meeting. There was some discussion on the possibilities of utilising Maori manpower in industry, especially stress ing the need for the overcoming of the housing shortage for Maoris. Maori tradesmen might be used and concentrated on the repairing and building of homes, schools and hospitals. A result on the above lines was carried, asking that all Maori executives be requested to nominate Maori tradesmen for inclusion in a scheme of this nature to be directed preferably but suitably qualified personnel from the staff of the P.W.D. Mr. Hunt, of the Welfare Department visited the meeting to thank members for their past assistance and accepted the assurance of further co-operation wherever necessary. Further investigations are to be made regarding conditions of those working in market gardens. Various reports were received dealing with the assistance given to the Manpower Officer in regard to personnel working in essential industry.	[769, 831, 1010, 1262]
ad-text: (Both Recommended by the Censor for Adults).	[1392, 248, 1595, 259]
ad-text: SAWMILLERS AND TIMBER MERCHANTS,	[1274, 1010, 1481, 1021]
ad-text: Let us know your requirements and we will do our best to supply them.	[1264, 965, 1480, 987]
paragraph: A large number of friends and well-wishers gathered at the Kohinui Hall on Wednesday evening to bid farewell to Mr. and Mrs. Roberts, who are leaving the district. Music was supplied by Mrs. Olsen, extras being played by Mrs. Smith and Mr. Bill Olsen, while Mr. Bob Piper was M.C. A Monte Carlo was won by Mrs. A. H. Elkners and Mr. W. Fulton, the prizes having been given by Mrs. S. Bone. Mr. Bob Piper called on the guests of the evening to accept a cheque on behalf of the settlers and to wish them all the best in their new home. After Mr. Roberts replied briefly he and Mrs. Roberts were accorded musical honours.	[1025, 148, 1243, 292]
ad-text: Splendid Range of Shades.	[1413, 633, 1574, 647]
ad-fausett-news	[59, 553, 504, 685]
ad-phone: PHONES — 64M; Res. 64S.	[1548, 1034, 1687, 1046]
masthead-title: THE TIMES, Tuesday, March 21, 1944.	[1256, 3, 1469, 17]
ad-phone: Phone 37.	[444, 388, 496, 400]
